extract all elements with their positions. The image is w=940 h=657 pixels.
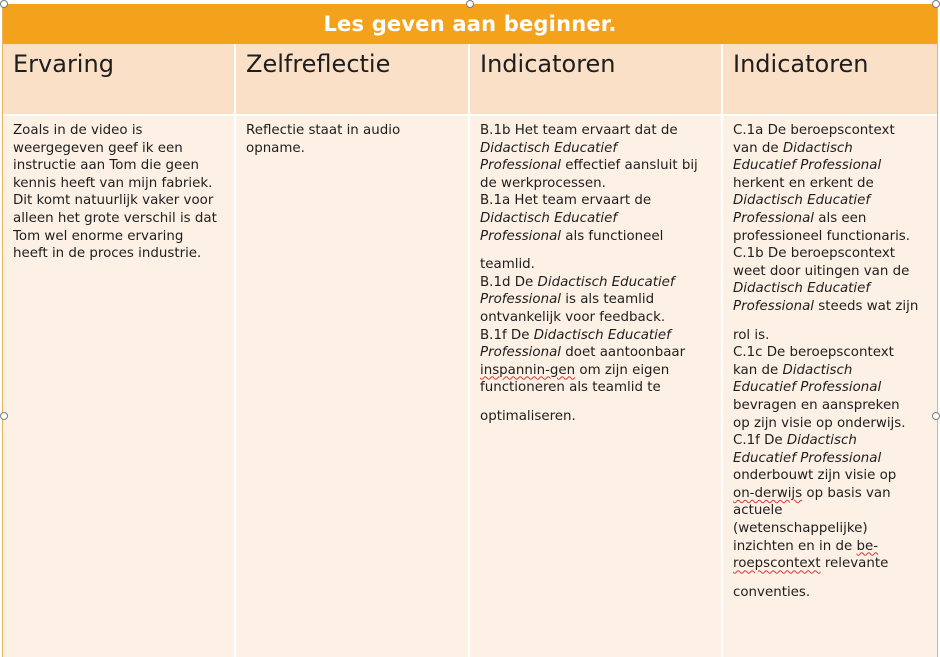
text-run: relevante <box>820 556 889 572</box>
header-indicatoren-1: Indicatoren <box>470 44 723 116</box>
indicator-b1b: B.1b Het team ervaart dat de <box>480 123 678 138</box>
text-line: Didactisch Educatief <box>733 281 871 297</box>
text-line <box>480 157 715 175</box>
header-indicatoren-2: Indicatoren <box>723 44 937 116</box>
text-line <box>733 485 931 503</box>
text-run: is als teamlid <box>561 292 655 308</box>
text-line: Reflectie staat in audio <box>246 123 401 138</box>
text-line: optimaliseren. <box>480 408 576 424</box>
resize-handle-top-right[interactable] <box>932 0 940 8</box>
cell-indicatoren-c <box>723 116 937 657</box>
resize-handle-top-middle[interactable] <box>466 0 474 8</box>
text-line: Educatief Professional <box>733 380 882 396</box>
text-line: (wetenschappelijke) <box>733 521 868 537</box>
indicator-b1a: B.1a Het team ervaart de <box>480 193 652 209</box>
text-line: instructie aan Tom die geen <box>13 158 199 174</box>
text-run: B.1d De <box>480 274 538 290</box>
text-line: Educatief Professional <box>733 158 882 174</box>
text-line <box>733 555 931 573</box>
text-line: rol is. <box>733 327 770 343</box>
text-line: Didactisch Educatief <box>480 140 618 156</box>
text-run: inzichten en in de <box>733 538 857 554</box>
text-line <box>480 362 715 380</box>
text-line: herkent en erkent de <box>733 175 874 191</box>
indicator-table <box>3 44 937 657</box>
text-line: onderbouwt zijn visie op <box>733 468 897 484</box>
text-italic: Professional <box>733 298 815 314</box>
text-line <box>733 538 931 556</box>
text-line: weet door uitingen van de <box>733 263 910 279</box>
text-line <box>480 344 715 362</box>
header-ervaring: Ervaring <box>3 44 236 116</box>
text-run: op basis van <box>802 485 891 501</box>
text-run: B.1f De <box>480 327 534 343</box>
text-line: ontvankelijk voor feedback. <box>480 309 666 325</box>
text-run: steeds wat zijn <box>814 298 919 314</box>
text-line: weergegeven geef ik een <box>13 140 183 156</box>
text-run: effectief aansluit bij <box>561 158 698 174</box>
text-run: als een <box>814 210 867 226</box>
text-italic: Didactisch <box>782 140 853 156</box>
text-line: op zijn visie op onderwijs. <box>733 415 906 431</box>
text-line: opname. <box>246 140 305 156</box>
text-run: doet aantoonbaar <box>561 345 686 361</box>
text-line: professioneel functionaris. <box>733 228 911 244</box>
text-italic: Didactisch Educatief <box>533 327 671 343</box>
text-italic: Professional <box>480 158 562 174</box>
spellcheck-word: inspannin-gen <box>480 362 576 378</box>
text-italic: Professional <box>480 345 562 361</box>
text-italic: Didactisch <box>786 433 857 449</box>
text-line: Zoals in de video is <box>13 123 143 138</box>
selection-edge-left <box>2 4 3 657</box>
indicator-b1f <box>480 327 715 345</box>
text-line: actuele <box>733 503 783 519</box>
text-line: Tom wel enorme ervaring <box>13 228 184 244</box>
indicator-c1f <box>733 432 931 450</box>
text-line: kennis heeft van mijn fabriek. <box>13 175 213 191</box>
spellcheck-word: be- <box>856 538 879 554</box>
text-line: Didactisch Educatief <box>733 193 871 209</box>
selection-edge-right <box>937 4 938 657</box>
spellcheck-word: roepscontext <box>733 556 821 572</box>
text-line: conventies. <box>733 584 811 600</box>
text-line <box>733 140 931 158</box>
text-line <box>480 291 715 309</box>
indicator-c1c: C.1c De beroepscontext <box>733 345 894 361</box>
text-italic: Professional <box>733 210 815 226</box>
resize-handle-middle-left[interactable] <box>0 412 8 420</box>
spellcheck-word: on-derwijs <box>733 485 803 501</box>
text-line <box>480 228 715 246</box>
text-line: Dit komt natuurlijk vaker voor <box>13 193 214 209</box>
resize-handle-middle-right[interactable] <box>932 412 940 420</box>
text-line: functioneren als teamlid te <box>480 380 661 396</box>
text-italic: Didactisch <box>782 362 853 378</box>
indicator-c1b: C.1b De beroepscontext <box>733 246 896 262</box>
text-line: alleen het grote verschil is dat <box>13 210 217 226</box>
text-run: kan de <box>733 362 783 378</box>
resize-handle-top-left[interactable] <box>0 0 8 8</box>
text-line: heeft in de proces industrie. <box>13 246 202 262</box>
text-line: teamlid. <box>480 257 535 273</box>
indicator-c1a: C.1a De beroepscontext <box>733 123 895 138</box>
text-italic: Didactisch Educatief <box>537 274 675 290</box>
text-line: Didactisch Educatief <box>480 210 618 226</box>
text-line <box>733 298 931 316</box>
table-title: Les geven aan beginner. <box>3 4 937 44</box>
cell-indicatoren-b <box>470 116 723 657</box>
text-line <box>733 362 931 380</box>
text-run: als functioneel <box>561 228 664 244</box>
text-italic: Professional <box>480 292 562 308</box>
text-line <box>733 210 931 228</box>
text-run: C.1f De <box>733 433 787 449</box>
text-line: bevragen en aanspreken <box>733 397 900 413</box>
text-line: Educatief Professional <box>733 450 882 466</box>
cell-ervaring <box>3 116 236 657</box>
text-line: de werkprocessen. <box>480 175 606 191</box>
text-run: van de <box>733 140 783 156</box>
header-zelfreflectie: Zelfreflectie <box>236 44 470 116</box>
cell-zelfreflectie <box>236 116 470 657</box>
indicator-b1d <box>480 274 715 292</box>
text-italic: Professional <box>480 228 562 244</box>
text-run: om zijn eigen <box>575 362 670 378</box>
